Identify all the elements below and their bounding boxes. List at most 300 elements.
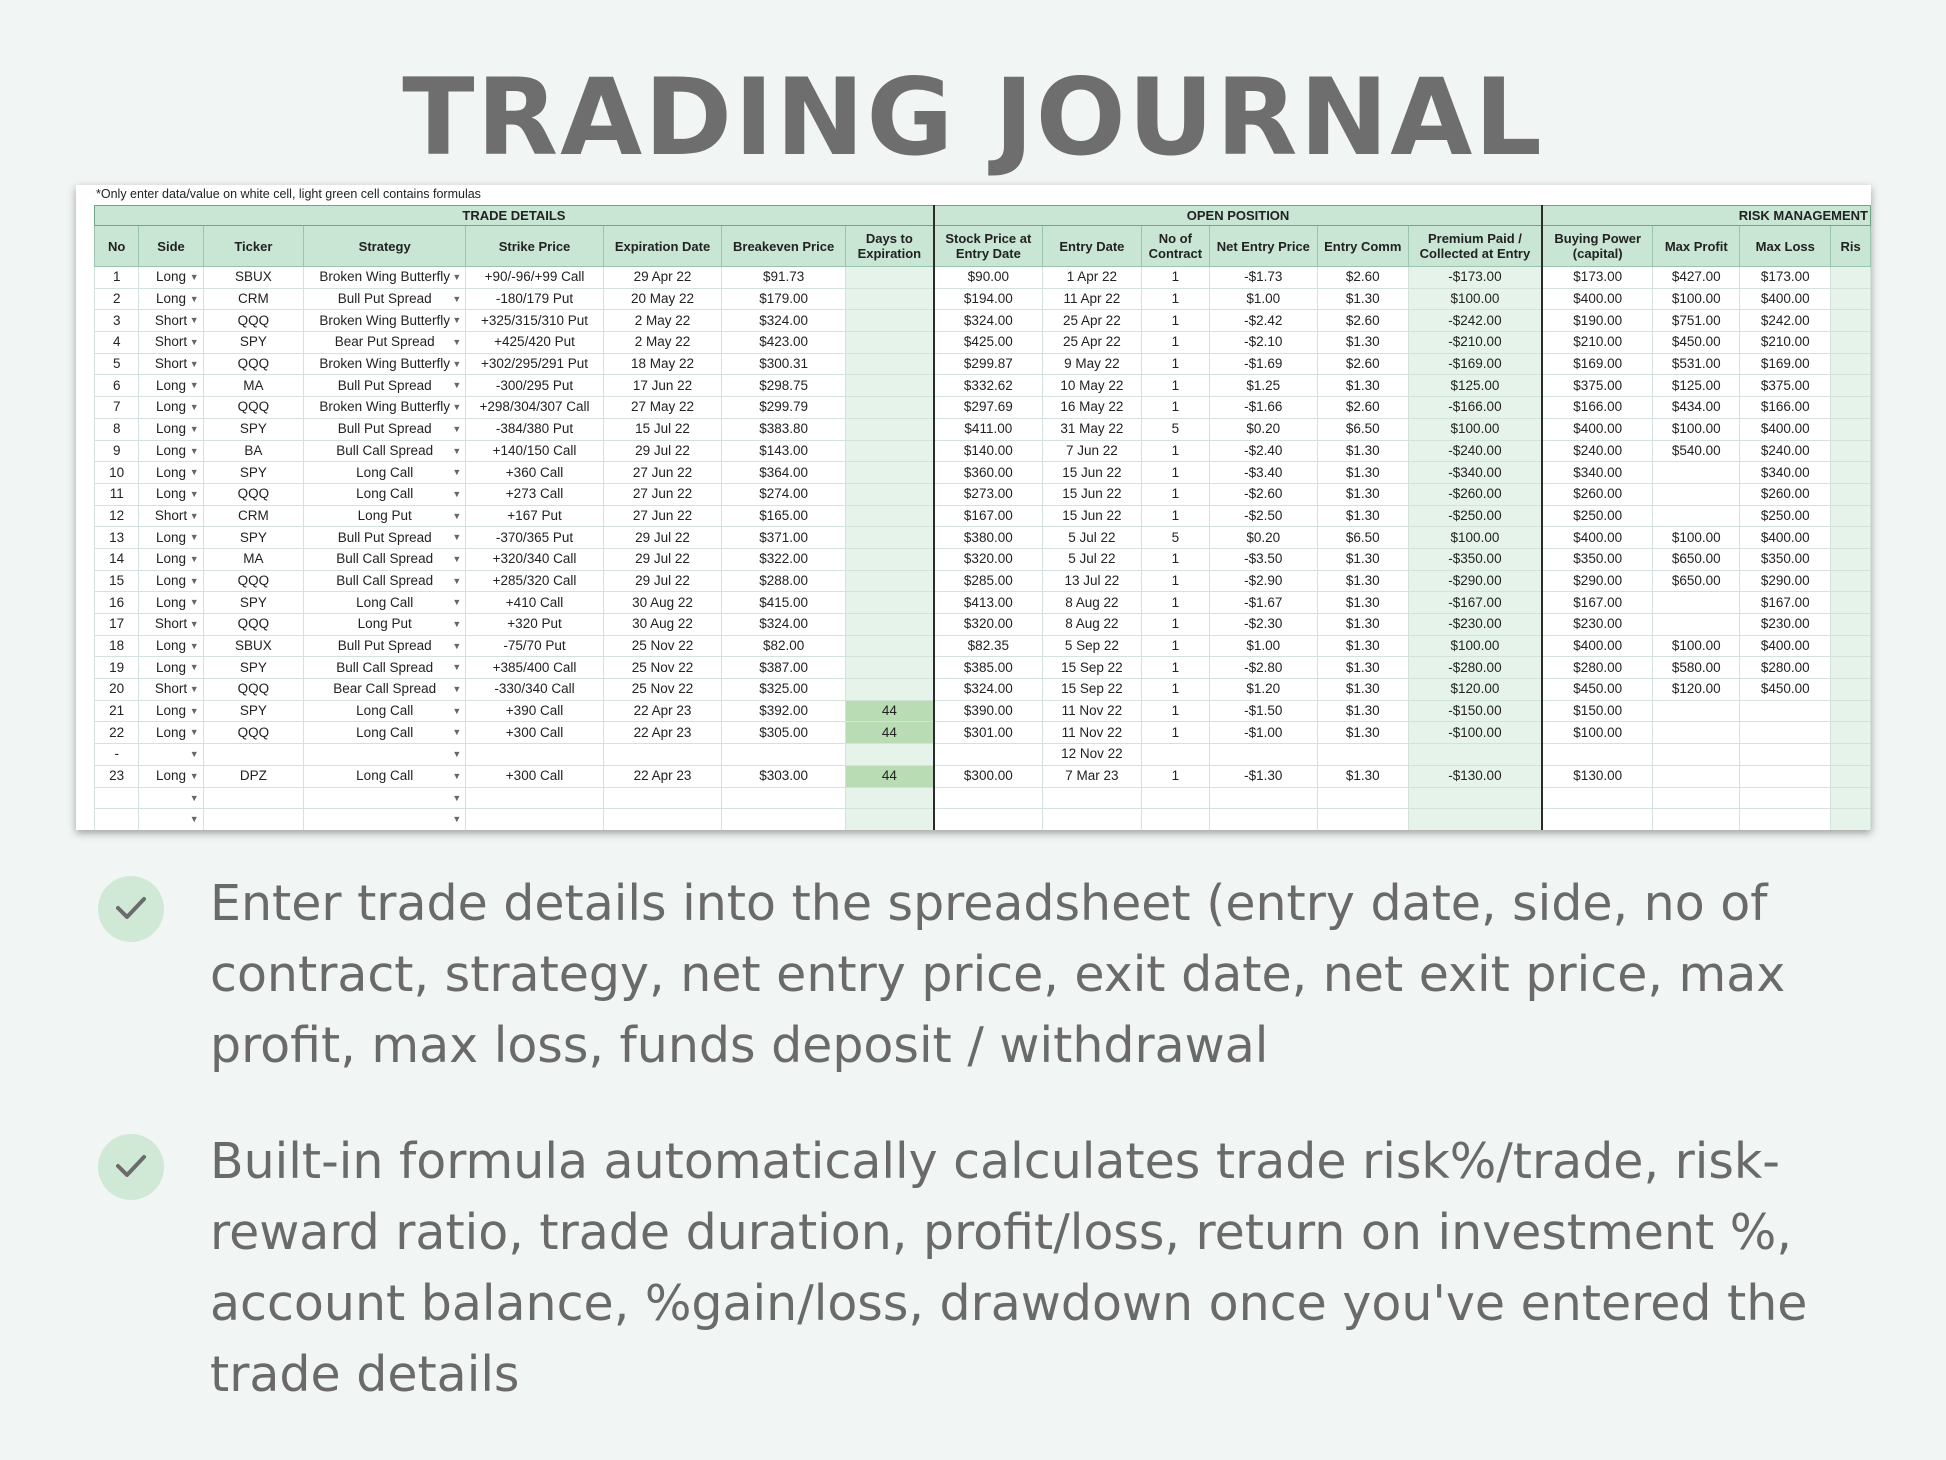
cell[interactable] <box>1740 418 1831 440</box>
cell[interactable] <box>139 700 203 722</box>
cell[interactable] <box>95 635 139 657</box>
cell[interactable] <box>139 310 203 332</box>
cell[interactable] <box>1209 527 1317 549</box>
dropdown-arrow-icon[interactable]: ▼ <box>189 553 199 564</box>
cell[interactable] <box>1141 375 1209 397</box>
cell[interactable] <box>722 527 846 549</box>
cell[interactable] <box>1408 310 1542 332</box>
cell[interactable] <box>466 570 603 592</box>
cell[interactable] <box>1831 397 1871 419</box>
cell[interactable] <box>466 462 603 484</box>
cell[interactable] <box>139 418 203 440</box>
dropdown-arrow-icon[interactable]: ▼ <box>189 510 199 521</box>
cell[interactable] <box>1542 418 1652 440</box>
cell[interactable] <box>139 332 203 354</box>
cell[interactable] <box>1408 809 1542 830</box>
cell[interactable] <box>1042 288 1141 310</box>
cell[interactable] <box>603 310 722 332</box>
cell[interactable] <box>934 332 1043 354</box>
cell[interactable] <box>466 418 603 440</box>
cell[interactable] <box>1831 765 1871 787</box>
cell[interactable] <box>95 332 139 354</box>
cell[interactable] <box>1542 744 1652 766</box>
cell[interactable] <box>1408 548 1542 570</box>
cell[interactable] <box>1542 332 1652 354</box>
cell[interactable] <box>1831 787 1871 809</box>
cell[interactable] <box>722 635 846 657</box>
cell[interactable] <box>1317 809 1408 830</box>
cell[interactable] <box>466 744 603 766</box>
cell[interactable] <box>1740 722 1831 744</box>
cell[interactable] <box>1740 548 1831 570</box>
cell[interactable] <box>1408 483 1542 505</box>
cell[interactable] <box>139 635 203 657</box>
dropdown-arrow-icon[interactable]: ▼ <box>189 575 199 586</box>
cell[interactable] <box>1740 440 1831 462</box>
cell[interactable] <box>1042 635 1141 657</box>
cell[interactable] <box>603 570 722 592</box>
dropdown-arrow-icon[interactable]: ▼ <box>452 532 462 543</box>
dropdown-arrow-icon[interactable]: ▼ <box>452 575 462 586</box>
dropdown-arrow-icon[interactable]: ▼ <box>189 597 199 608</box>
cell[interactable] <box>304 809 466 830</box>
cell[interactable] <box>1542 397 1652 419</box>
cell[interactable] <box>1042 418 1141 440</box>
cell[interactable] <box>1209 462 1317 484</box>
dropdown-arrow-icon[interactable]: ▼ <box>452 705 462 716</box>
cell[interactable] <box>934 744 1043 766</box>
cell[interactable] <box>304 592 466 614</box>
cell[interactable] <box>722 440 846 462</box>
cell[interactable] <box>1042 483 1141 505</box>
cell[interactable] <box>1042 527 1141 549</box>
dropdown-arrow-icon[interactable]: ▼ <box>189 532 199 543</box>
cell[interactable] <box>1831 679 1871 701</box>
cell[interactable] <box>722 375 846 397</box>
cell[interactable] <box>603 527 722 549</box>
cell[interactable] <box>139 527 203 549</box>
cell[interactable] <box>1141 765 1209 787</box>
cell[interactable] <box>203 332 303 354</box>
cell[interactable] <box>1141 722 1209 744</box>
cell[interactable] <box>203 700 303 722</box>
cell[interactable] <box>603 700 722 722</box>
cell[interactable] <box>304 288 466 310</box>
cell[interactable] <box>1542 288 1652 310</box>
cell[interactable] <box>1740 353 1831 375</box>
cell[interactable] <box>845 418 933 440</box>
cell[interactable] <box>203 267 303 289</box>
cell[interactable] <box>1408 418 1542 440</box>
cell[interactable] <box>304 483 466 505</box>
cell[interactable] <box>1653 483 1740 505</box>
cell[interactable] <box>95 614 139 636</box>
dropdown-arrow-icon[interactable]: ▼ <box>452 814 462 825</box>
cell[interactable] <box>1042 765 1141 787</box>
cell[interactable] <box>95 527 139 549</box>
cell[interactable] <box>466 722 603 744</box>
cell[interactable] <box>1141 744 1209 766</box>
cell[interactable] <box>934 657 1043 679</box>
cell[interactable] <box>845 722 933 744</box>
cell[interactable] <box>722 505 846 527</box>
cell[interactable] <box>139 765 203 787</box>
cell[interactable] <box>139 375 203 397</box>
cell[interactable] <box>603 592 722 614</box>
cell[interactable] <box>203 548 303 570</box>
cell[interactable] <box>603 548 722 570</box>
cell[interactable] <box>1542 527 1652 549</box>
dropdown-arrow-icon[interactable]: ▼ <box>189 662 199 673</box>
cell[interactable] <box>304 440 466 462</box>
cell[interactable] <box>1408 505 1542 527</box>
cell[interactable] <box>1653 787 1740 809</box>
cell[interactable] <box>95 765 139 787</box>
cell[interactable] <box>603 483 722 505</box>
dropdown-arrow-icon[interactable]: ▼ <box>452 727 462 738</box>
cell[interactable] <box>1408 592 1542 614</box>
cell[interactable] <box>1317 744 1408 766</box>
cell[interactable] <box>466 527 603 549</box>
cell[interactable] <box>1209 440 1317 462</box>
cell[interactable] <box>1042 809 1141 830</box>
cell[interactable] <box>1141 267 1209 289</box>
cell[interactable] <box>722 679 846 701</box>
cell[interactable] <box>139 483 203 505</box>
cell[interactable] <box>304 657 466 679</box>
cell[interactable] <box>304 397 466 419</box>
cell[interactable] <box>1653 592 1740 614</box>
cell[interactable] <box>466 548 603 570</box>
cell[interactable] <box>95 548 139 570</box>
cell[interactable] <box>603 462 722 484</box>
cell[interactable] <box>1740 592 1831 614</box>
cell[interactable] <box>203 483 303 505</box>
cell[interactable] <box>845 353 933 375</box>
dropdown-arrow-icon[interactable]: ▼ <box>189 445 199 456</box>
cell[interactable] <box>139 679 203 701</box>
cell[interactable] <box>1317 267 1408 289</box>
cell[interactable] <box>466 440 603 462</box>
dropdown-arrow-icon[interactable]: ▼ <box>452 467 462 478</box>
dropdown-arrow-icon[interactable]: ▼ <box>189 315 199 326</box>
cell[interactable] <box>1740 744 1831 766</box>
cell[interactable] <box>1317 462 1408 484</box>
dropdown-arrow-icon[interactable]: ▼ <box>189 814 199 825</box>
dropdown-arrow-icon[interactable]: ▼ <box>189 358 199 369</box>
cell[interactable] <box>1653 679 1740 701</box>
cell[interactable] <box>1653 657 1740 679</box>
cell[interactable] <box>466 679 603 701</box>
cell[interactable] <box>1740 787 1831 809</box>
cell[interactable] <box>934 267 1043 289</box>
cell[interactable] <box>1653 440 1740 462</box>
cell[interactable] <box>304 310 466 332</box>
cell[interactable] <box>722 483 846 505</box>
cell[interactable] <box>1408 657 1542 679</box>
cell[interactable] <box>466 809 603 830</box>
cell[interactable] <box>1653 505 1740 527</box>
cell[interactable] <box>1042 548 1141 570</box>
cell[interactable] <box>1042 267 1141 289</box>
cell[interactable] <box>1408 635 1542 657</box>
cell[interactable] <box>1831 505 1871 527</box>
cell[interactable] <box>1740 288 1831 310</box>
cell[interactable] <box>845 700 933 722</box>
cell[interactable] <box>203 288 303 310</box>
cell[interactable] <box>1542 809 1652 830</box>
cell[interactable] <box>603 614 722 636</box>
cell[interactable] <box>722 418 846 440</box>
cell[interactable] <box>845 679 933 701</box>
cell[interactable] <box>722 462 846 484</box>
cell[interactable] <box>1141 657 1209 679</box>
cell[interactable] <box>1831 657 1871 679</box>
cell[interactable] <box>304 614 466 636</box>
cell[interactable] <box>1831 375 1871 397</box>
cell[interactable] <box>1542 570 1652 592</box>
cell[interactable] <box>304 418 466 440</box>
cell[interactable] <box>139 722 203 744</box>
cell[interactable] <box>934 353 1043 375</box>
cell[interactable] <box>1209 332 1317 354</box>
cell[interactable] <box>603 505 722 527</box>
cell[interactable] <box>139 548 203 570</box>
cell[interactable] <box>722 787 846 809</box>
cell[interactable] <box>1831 635 1871 657</box>
dropdown-arrow-icon[interactable]: ▼ <box>452 770 462 781</box>
cell[interactable] <box>722 288 846 310</box>
cell[interactable] <box>1042 657 1141 679</box>
cell[interactable] <box>1653 397 1740 419</box>
cell[interactable] <box>1542 310 1652 332</box>
cell[interactable] <box>203 679 303 701</box>
cell[interactable] <box>845 635 933 657</box>
cell[interactable] <box>1317 722 1408 744</box>
cell[interactable] <box>95 267 139 289</box>
cell[interactable] <box>203 765 303 787</box>
cell[interactable] <box>934 614 1043 636</box>
cell[interactable] <box>1831 700 1871 722</box>
cell[interactable] <box>845 765 933 787</box>
cell[interactable] <box>722 353 846 375</box>
cell[interactable] <box>722 614 846 636</box>
cell[interactable] <box>934 809 1043 830</box>
cell[interactable] <box>1317 679 1408 701</box>
cell[interactable] <box>722 657 846 679</box>
cell[interactable] <box>466 700 603 722</box>
cell[interactable] <box>1042 744 1141 766</box>
cell[interactable] <box>1141 527 1209 549</box>
cell[interactable] <box>203 310 303 332</box>
cell[interactable] <box>1042 462 1141 484</box>
dropdown-arrow-icon[interactable]: ▼ <box>189 402 199 413</box>
cell[interactable] <box>934 635 1043 657</box>
cell[interactable] <box>1408 787 1542 809</box>
dropdown-arrow-icon[interactable]: ▼ <box>452 792 462 803</box>
cell[interactable] <box>1209 809 1317 830</box>
dropdown-arrow-icon[interactable]: ▼ <box>189 293 199 304</box>
dropdown-arrow-icon[interactable]: ▼ <box>452 619 462 629</box>
cell[interactable] <box>722 765 846 787</box>
cell[interactable] <box>1831 744 1871 766</box>
cell[interactable] <box>203 570 303 592</box>
cell[interactable] <box>845 614 933 636</box>
cell[interactable] <box>1317 548 1408 570</box>
cell[interactable] <box>95 440 139 462</box>
cell[interactable] <box>1317 592 1408 614</box>
cell[interactable] <box>1408 527 1542 549</box>
cell[interactable] <box>1209 375 1317 397</box>
dropdown-arrow-icon[interactable]: ▼ <box>189 619 199 629</box>
cell[interactable] <box>304 527 466 549</box>
dropdown-arrow-icon[interactable]: ▼ <box>452 662 462 673</box>
cell[interactable] <box>1408 353 1542 375</box>
cell[interactable] <box>203 722 303 744</box>
cell[interactable] <box>1408 679 1542 701</box>
cell[interactable] <box>934 548 1043 570</box>
cell[interactable] <box>1740 765 1831 787</box>
cell[interactable] <box>139 592 203 614</box>
cell[interactable] <box>845 548 933 570</box>
cell[interactable] <box>1653 418 1740 440</box>
cell[interactable] <box>845 505 933 527</box>
cell[interactable] <box>1653 548 1740 570</box>
cell[interactable] <box>304 353 466 375</box>
cell[interactable] <box>845 462 933 484</box>
dropdown-arrow-icon[interactable]: ▼ <box>452 640 462 651</box>
cell[interactable] <box>1740 657 1831 679</box>
cell[interactable] <box>139 657 203 679</box>
cell[interactable] <box>95 375 139 397</box>
cell[interactable] <box>466 614 603 636</box>
cell[interactable] <box>722 548 846 570</box>
dropdown-arrow-icon[interactable]: ▼ <box>452 272 462 282</box>
cell[interactable] <box>1653 765 1740 787</box>
dropdown-arrow-icon[interactable]: ▼ <box>189 770 199 781</box>
dropdown-arrow-icon[interactable]: ▼ <box>452 358 462 369</box>
cell[interactable] <box>1141 310 1209 332</box>
cell[interactable] <box>1653 288 1740 310</box>
cell[interactable] <box>1209 570 1317 592</box>
cell[interactable] <box>203 635 303 657</box>
dropdown-arrow-icon[interactable]: ▼ <box>189 705 199 716</box>
cell[interactable] <box>603 679 722 701</box>
cell[interactable] <box>1042 722 1141 744</box>
dropdown-arrow-icon[interactable]: ▼ <box>452 445 462 456</box>
cell[interactable] <box>1042 787 1141 809</box>
dropdown-arrow-icon[interactable]: ▼ <box>452 488 462 499</box>
cell[interactable] <box>934 722 1043 744</box>
cell[interactable] <box>203 527 303 549</box>
cell[interactable] <box>139 397 203 419</box>
cell[interactable] <box>934 700 1043 722</box>
cell[interactable] <box>1831 809 1871 830</box>
cell[interactable] <box>1209 765 1317 787</box>
cell[interactable] <box>1141 679 1209 701</box>
cell[interactable] <box>603 809 722 830</box>
cell[interactable] <box>1141 614 1209 636</box>
cell[interactable] <box>1317 700 1408 722</box>
cell[interactable] <box>1831 440 1871 462</box>
cell[interactable] <box>845 267 933 289</box>
dropdown-arrow-icon[interactable]: ▼ <box>452 597 462 608</box>
cell[interactable] <box>95 700 139 722</box>
cell[interactable] <box>1141 440 1209 462</box>
cell[interactable] <box>934 787 1043 809</box>
cell[interactable] <box>1317 397 1408 419</box>
cell[interactable] <box>1408 700 1542 722</box>
cell[interactable] <box>1317 375 1408 397</box>
cell[interactable] <box>1317 635 1408 657</box>
cell[interactable] <box>1141 462 1209 484</box>
cell[interactable] <box>934 592 1043 614</box>
dropdown-arrow-icon[interactable]: ▼ <box>452 749 462 760</box>
dropdown-arrow-icon[interactable]: ▼ <box>189 488 199 499</box>
cell[interactable] <box>203 614 303 636</box>
cell[interactable] <box>1653 462 1740 484</box>
cell[interactable] <box>1209 787 1317 809</box>
cell[interactable] <box>845 527 933 549</box>
cell[interactable] <box>1740 267 1831 289</box>
cell[interactable] <box>304 462 466 484</box>
dropdown-arrow-icon[interactable]: ▼ <box>452 402 462 413</box>
cell[interactable] <box>722 809 846 830</box>
cell[interactable] <box>1542 787 1652 809</box>
cell[interactable] <box>1209 505 1317 527</box>
cell[interactable] <box>304 744 466 766</box>
cell[interactable] <box>466 353 603 375</box>
cell[interactable] <box>1740 700 1831 722</box>
cell[interactable] <box>304 787 466 809</box>
cell[interactable] <box>845 397 933 419</box>
cell[interactable] <box>1542 765 1652 787</box>
cell[interactable] <box>304 332 466 354</box>
cell[interactable] <box>466 267 603 289</box>
cell[interactable] <box>95 418 139 440</box>
cell[interactable] <box>1209 548 1317 570</box>
cell[interactable] <box>934 375 1043 397</box>
cell[interactable] <box>1542 635 1652 657</box>
cell[interactable] <box>934 527 1043 549</box>
cell[interactable] <box>1653 310 1740 332</box>
cell[interactable] <box>934 418 1043 440</box>
cell[interactable] <box>722 722 846 744</box>
cell[interactable] <box>466 635 603 657</box>
cell[interactable] <box>1653 722 1740 744</box>
cell[interactable] <box>139 353 203 375</box>
dropdown-arrow-icon[interactable]: ▼ <box>452 553 462 564</box>
cell[interactable] <box>1209 267 1317 289</box>
dropdown-arrow-icon[interactable]: ▼ <box>189 467 199 478</box>
cell[interactable] <box>1317 483 1408 505</box>
cell[interactable] <box>95 809 139 830</box>
cell[interactable] <box>1831 462 1871 484</box>
cell[interactable] <box>1042 375 1141 397</box>
cell[interactable] <box>1042 592 1141 614</box>
cell[interactable] <box>722 570 846 592</box>
cell[interactable] <box>304 548 466 570</box>
cell[interactable] <box>304 570 466 592</box>
cell[interactable] <box>95 397 139 419</box>
cell[interactable] <box>603 353 722 375</box>
cell[interactable] <box>603 418 722 440</box>
cell[interactable] <box>1740 483 1831 505</box>
cell[interactable] <box>203 440 303 462</box>
cell[interactable] <box>95 310 139 332</box>
dropdown-arrow-icon[interactable]: ▼ <box>452 380 462 391</box>
dropdown-arrow-icon[interactable]: ▼ <box>452 423 462 434</box>
